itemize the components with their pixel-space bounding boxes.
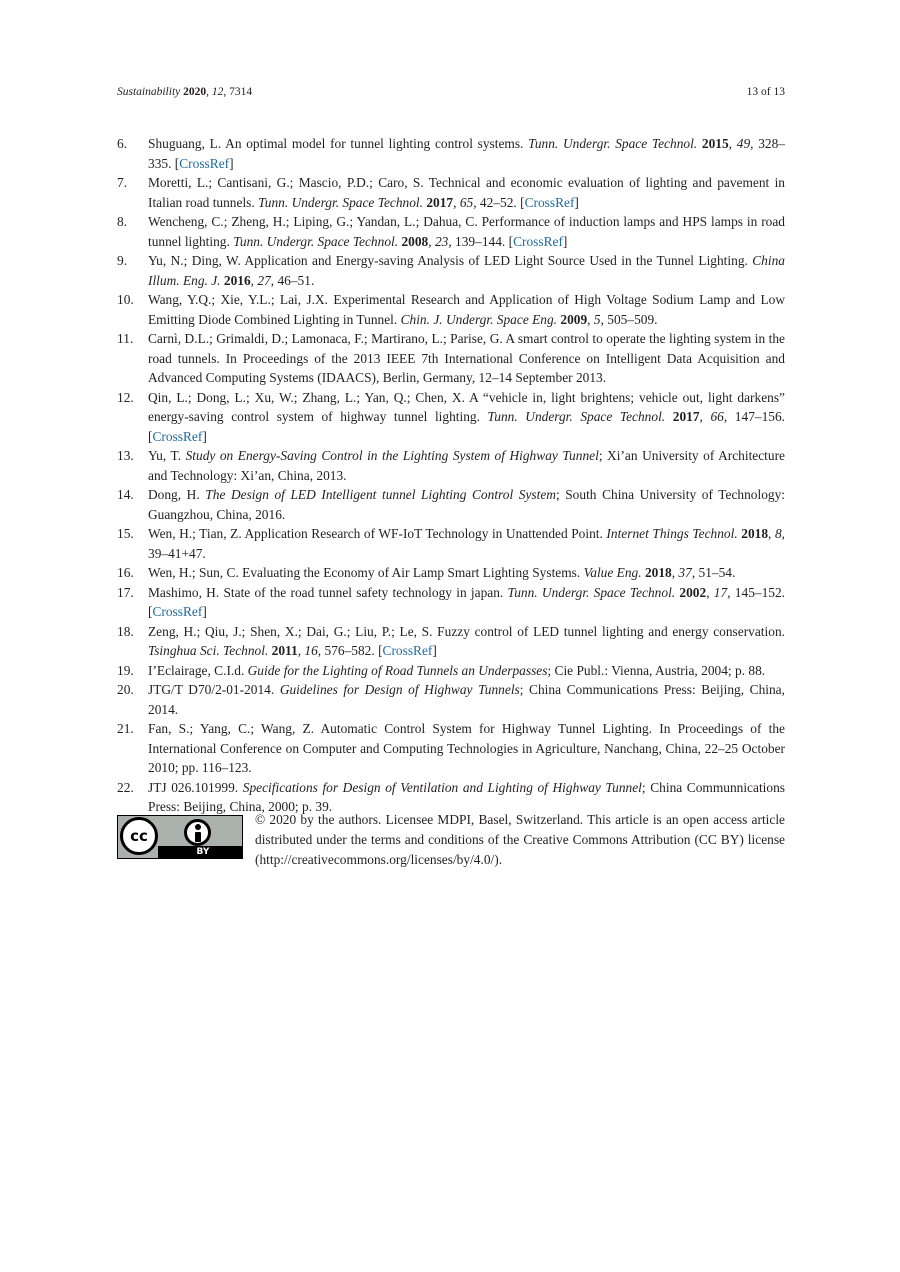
reference-item bbox=[117, 719, 785, 778]
reference-item bbox=[117, 680, 785, 719]
reference-year: 2011 bbox=[271, 643, 298, 658]
reference-volume: 16 bbox=[304, 643, 318, 658]
reference-item: 7. Moretti, L.; Cantisani, G.; Mascio, P.D.; Caro, S. Technical and economic evaluation of lighting and pavement in Italian road tunnels. Tunn. Undergr. Space Technol. 2017, 65, 42–52. [CrossRef] bbox=[117, 175, 785, 210]
reference-book-title: The Design of LED Intelligent tunnel Lighting Control System bbox=[205, 487, 556, 502]
reference-text-end: 139–144. bbox=[455, 233, 509, 249]
reference-item: 16. Wen, H.; Sun, C. Evaluating the Economy of Air Lamp Smart Lighting Systems. Value Eng. 2018, 37, 51–54. bbox=[117, 563, 785, 583]
reference-text: Wen, H.; Tian, Z. Application Research of WF-IoT Technology in Unattended Point. bbox=[148, 526, 607, 541]
reference-item: 10. Wang, Y.Q.; Xie, Y.L.; Lai, J.X. Experimental Research and Application of High Voltage Sodium Lamp and Low Emitting Diode Combined Lighting in Tunnel. Chin. J. Undergr. Space Eng. 2009, 5, 505–509. bbox=[117, 292, 785, 327]
reference-item: 15. Wen, H.; Tian, Z. Application Research of WF-IoT Technology in Unattended Point. Internet Things Technol. 2018, 8, 39–41+47. bbox=[117, 526, 786, 561]
reference-text-end: 505–509. bbox=[607, 311, 658, 327]
reference-volume: 37 bbox=[678, 565, 692, 580]
reference-item bbox=[117, 329, 785, 388]
crossref-link[interactable]: CrossRef bbox=[152, 604, 203, 619]
reference-text-end: ; Xi’an University of Architecture and Technology: Xi’an, China, 2013. bbox=[148, 448, 785, 483]
reference-journal: Value Eng. bbox=[583, 565, 642, 580]
reference-text: Moretti, L.; Cantisani, G.; Mascio, P.D.; Caro, S. Technical and economic evaluation of lighting and pavement in Italian road tunnels. bbox=[148, 175, 785, 210]
reference-text-end: ; South China University of Technology: Guangzhou, China, 2016. bbox=[148, 487, 785, 522]
reference-text-end: 42–52. bbox=[479, 194, 521, 210]
reference-text: Yu, N.; Ding, W. Application and Energy-saving Analysis of LED Light Source Used in the Tunnel Lighting. bbox=[148, 253, 753, 268]
reference-item bbox=[117, 661, 785, 681]
reference-year: 2015 bbox=[701, 136, 729, 151]
reference-number: 10. bbox=[117, 292, 134, 307]
license-text: © 2020 by the authors. Licensee MDPI, Basel, Switzerland. This article is an open access article distributed under the terms and conditions of the Creative Commons Attribution (CC BY) license (http://creativecommons.org/licenses/by/4.0/). bbox=[255, 812, 785, 867]
reference-volume: 17 bbox=[713, 584, 728, 600]
reference-number: 16. bbox=[117, 565, 134, 580]
reference-text: Wencheng, C.; Zheng, H.; Liping, G.; Yandan, L.; Dahua, C. Performance of induction lamps and HPS lamps in road tunnel lighting. bbox=[148, 214, 785, 249]
crossref-link[interactable]: CrossRef bbox=[524, 194, 575, 210]
reference-text: Wen, H.; Sun, C. Evaluating the Economy of Air Lamp Smart Lighting Systems. bbox=[148, 565, 584, 580]
reference-text: Mashimo, H. State of the road tunnel safety technology in japan. bbox=[148, 584, 508, 600]
reference-journal: Tunn. Undergr. Space Technol. bbox=[233, 233, 399, 249]
reference-year: 2017 bbox=[672, 409, 700, 424]
reference-year: 2018 bbox=[741, 526, 769, 541]
reference-book-title: Guide for the Lighting of Road Tunnels an Underpasses bbox=[247, 662, 548, 678]
reference-text-end: 39–41+47. bbox=[148, 545, 206, 561]
reference-journal: Tsinghua Sci. Technol. bbox=[148, 643, 269, 658]
crossref-link[interactable]: CrossRef bbox=[179, 155, 230, 171]
reference-year: 2017 bbox=[426, 194, 454, 210]
reference-item: 8. Wencheng, C.; Zheng, H.; Liping, G.; Yandan, L.; Dahua, C. Performance of induction lamps and HPS lamps in road tunnel lighting. Tunn. Undergr. Space Technol. 2008, 23, 139–144. [CrossRef] bbox=[117, 214, 785, 249]
reference-item: 6. Shuguang, L. An optimal model for tunnel lighting control systems. Tunn. Undergr. Space Technol. 2015, 49, 328–335. [CrossRef] bbox=[117, 136, 785, 171]
reference-number: 8. bbox=[117, 214, 128, 229]
reference-text: JTG/T D70/2-01-2014. bbox=[148, 682, 280, 697]
reference-item: 9. Yu, N.; Ding, W. Application and Energy-saving Analysis of LED Light Source Used in the Tunnel Lighting. China Illum. Eng. J. 2016, 27, 46–51. bbox=[117, 253, 785, 288]
cc-by-license-badge[interactable] bbox=[117, 815, 243, 859]
reference-text: Wang, Y.Q.; Xie, Y.L.; Lai, J.X. Experimental Research and Application of High Voltage Sodium Lamp and Low Emitting Diode Combined Lighting in Tunnel. bbox=[148, 292, 785, 327]
reference-journal: Internet Things Technol. bbox=[606, 526, 738, 541]
reference-text: Shuguang, L. An optimal model for tunnel lighting control systems. bbox=[148, 136, 529, 151]
reference-text: Dong, H. bbox=[148, 487, 206, 502]
reference-year: 2018 bbox=[644, 565, 672, 580]
reference-text-end: 576–582. bbox=[324, 643, 379, 658]
reference-text-end: ; Cie Publ.: Vienna, Austria, 2004; p. 88. bbox=[547, 662, 766, 678]
reference-volume: 49 bbox=[736, 136, 751, 151]
reference-item bbox=[117, 446, 785, 485]
reference-item bbox=[117, 485, 785, 524]
reference-volume: 66 bbox=[710, 409, 724, 424]
license-block bbox=[117, 810, 785, 872]
reference-number: 21. bbox=[117, 721, 134, 736]
reference-volume: 23 bbox=[434, 233, 449, 249]
reference-number: 18. bbox=[117, 623, 134, 639]
reference-number: 17. bbox=[117, 584, 134, 600]
reference-text: Carnì, D.L.; Grimaldi, D.; Lamonaca, F.; Martirano, L.; Parise, G. A smart control to operate the lighting system in the road tunnels. In Proceedings of the 2013 IEEE 7th International Conference on Intelligent Data Acquisition and Advanced Computing Systems (IDAACS), Berlin, Germany, 12–14 September 2013. bbox=[148, 331, 785, 385]
reference-text-end: ; China Communnications Press: Beijing, China, 2000; p. 39. bbox=[148, 779, 785, 814]
reference-volume: 5 bbox=[593, 311, 601, 327]
reference-text: Fan, S.; Yang, C.; Wang, Z. Automatic Control System for Highway Tunnel Lighting. In Proceedings of the International Conference on Computer and Computing Technologies in Agriculture, Nanchang, China, 22–25 October 2010; pp. 116–123. bbox=[148, 721, 785, 775]
reference-item: 17. Mashimo, H. State of the road tunnel safety technology in japan. Tunn. Undergr. Space Technol. 2002, 17, 145–152. [CrossRef] bbox=[117, 584, 786, 619]
running-header bbox=[117, 84, 785, 100]
reference-number: 11. bbox=[117, 331, 134, 346]
reference-journal: Tunn. Undergr. Space Technol. bbox=[507, 584, 676, 600]
crossref-link[interactable]: CrossRef bbox=[513, 233, 563, 249]
reference-text-end: 145–152. bbox=[734, 584, 786, 600]
reference-text-end: 46–51. bbox=[277, 272, 315, 288]
reference-year: 2002 bbox=[679, 584, 707, 600]
by-label: BY bbox=[158, 846, 242, 858]
reference-volume: 8 bbox=[774, 526, 782, 541]
reference-year: 2008 bbox=[401, 233, 429, 249]
reference-item: 12. Qin, L.; Dong, L.; Xu, W.; Zhang, L.; Yan, Q.; Chen, X. A “vehicle in, light brightens; vehicle out, light darkens” energy-saving control system of highway tunnel lighting. Tunn. Undergr. Space Technol. 2017, 66, 147–156. [CrossRef] bbox=[117, 389, 786, 444]
attribution-person-icon bbox=[184, 819, 211, 846]
reference-year: 2009 bbox=[560, 311, 588, 327]
reference-text: Yu, T. bbox=[148, 448, 186, 463]
reference-number: 6. bbox=[117, 136, 128, 151]
reference-number: 14. bbox=[117, 487, 134, 502]
reference-text: Zeng, H.; Qiu, J.; Shen, X.; Dai, G.; Liu, P.; Le, S. Fuzzy control of LED tunnel lighting and energy conservation. bbox=[148, 623, 785, 639]
reference-number: 20. bbox=[117, 682, 134, 697]
reference-year: 2016 bbox=[223, 272, 251, 288]
reference-book-title: Specifications for Design of Ventilation and Lighting of Highway Tunnel bbox=[242, 779, 642, 795]
reference-journal: Chin. J. Undergr. Space Eng. bbox=[400, 311, 558, 327]
reference-number: 13. bbox=[117, 448, 134, 463]
reference-text-end: 147–156. bbox=[734, 409, 786, 424]
reference-journal: Tunn. Undergr. Space Technol. bbox=[487, 409, 666, 424]
journal-citation: Sustainability 2020, 12, 7314 bbox=[117, 86, 253, 98]
reference-number: 7. bbox=[117, 175, 128, 190]
reference-text: Qin, L.; Dong, L.; Xu, W.; Zhang, L.; Yan, Q.; Chen, X. A “vehicle in, light brightens; vehicle out, light darkens” energy-saving control system of highway tunnel lighting. bbox=[148, 389, 785, 424]
cc-icon: cc bbox=[120, 817, 158, 855]
reference-text: JTJ 026.101999. bbox=[148, 779, 243, 795]
reference-volume: 27 bbox=[257, 272, 271, 288]
reference-number: 22. bbox=[117, 779, 134, 795]
crossref-link[interactable]: CrossRef bbox=[382, 643, 433, 658]
reference-number: 15. bbox=[117, 526, 134, 541]
page-number: 13 of 13 bbox=[746, 86, 785, 98]
reference-list bbox=[117, 134, 785, 817]
reference-book-title: Study on Energy-Saving Control in the Lighting System of Highway Tunnel bbox=[185, 448, 599, 463]
reference-text-end: 328–335. bbox=[148, 136, 785, 171]
reference-number: 9. bbox=[117, 253, 128, 268]
reference-number: 19. bbox=[117, 662, 134, 678]
reference-journal: China Illum. Eng. J. bbox=[148, 253, 785, 288]
crossref-link[interactable]: CrossRef bbox=[152, 428, 203, 444]
reference-volume: 65 bbox=[459, 194, 474, 210]
reference-text-end: 51–54. bbox=[698, 565, 736, 580]
reference-item: 18. Zeng, H.; Qiu, J.; Shen, X.; Dai, G.; Liu, P.; Le, S. Fuzzy control of LED tunnel lighting and energy conservation. Tsinghua Sci. Technol. 2011, 16, 576–582. [CrossRef] bbox=[117, 623, 785, 658]
reference-book-title: Guidelines for Design of Highway Tunnels bbox=[279, 682, 520, 697]
reference-journal: Tunn. Undergr. Space Technol. bbox=[528, 136, 698, 151]
reference-number: 12. bbox=[117, 389, 134, 405]
reference-text: I’Eclairage, C.I.d. bbox=[148, 662, 248, 678]
reference-text-end: ; China Communications Press: Beijing, China, 2014. bbox=[148, 682, 785, 717]
reference-journal: Tunn. Undergr. Space Technol. bbox=[258, 194, 423, 210]
